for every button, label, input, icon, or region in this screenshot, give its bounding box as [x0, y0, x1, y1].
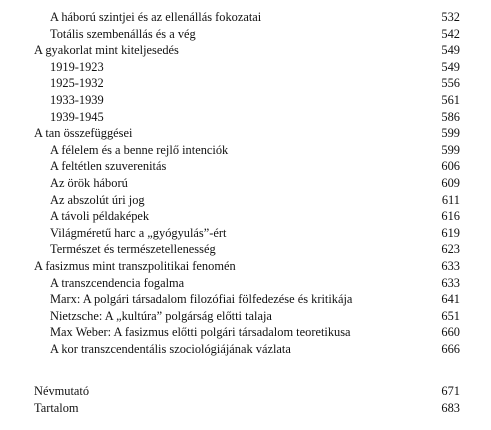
toc-section-entry: [0, 175, 491, 192]
toc-entry-title: A transzcendencia fogalma: [50, 275, 185, 290]
toc-spacer: [0, 357, 491, 383]
toc-entry-title: Tartalom: [34, 401, 79, 416]
toc-entry-page-number: 666: [441, 341, 460, 356]
toc-entry-page-number: 542: [441, 26, 460, 41]
toc-entry-page-number: 671: [441, 384, 460, 399]
toc-entry-page-number: 532: [441, 10, 460, 24]
toc-entry-page-number: 549: [441, 59, 460, 74]
toc-entry-page-number: 651: [441, 308, 460, 323]
toc-section-entry: [0, 341, 491, 358]
table-of-contents: [0, 9, 491, 417]
toc-section-entry: [0, 92, 491, 109]
toc-entry-page-number: 599: [441, 142, 460, 157]
toc-entry-title: A feltétlen szuverenitás: [50, 159, 167, 174]
toc-chapter-entry: [0, 42, 491, 59]
toc-entry-page-number: 619: [441, 225, 460, 240]
toc-entry-title: Az örök háború: [50, 175, 128, 190]
toc-entry-page-number: 683: [441, 401, 460, 416]
toc-entry-title: Max Weber: A fasizmus előtti polgári társadalom teoretikusa: [50, 325, 351, 340]
toc-entry-title: 1939-1945: [50, 109, 104, 124]
toc-entry-page-number: 616: [441, 209, 460, 224]
toc-entry-title: A távoli példaképek: [50, 209, 150, 224]
toc-section-entry: [0, 308, 491, 325]
toc-chapter-entry: [0, 400, 491, 417]
toc-chapter-entry: [0, 125, 491, 142]
toc-entry-page-number: 633: [441, 258, 460, 273]
toc-section-main: [0, 9, 491, 357]
toc-entry-page-number: 609: [441, 175, 460, 190]
toc-section-entry: [0, 241, 491, 258]
toc-entry-page-number: 586: [441, 109, 460, 124]
toc-entry-title: Világméretű harc a „gyógyulás”-ért: [50, 225, 227, 240]
toc-entry-page-number: 599: [441, 126, 460, 141]
toc-entry-title: A fasizmus mint transzpolitikai fenomén: [34, 258, 236, 273]
toc-entry-title: Az abszolút úri jog: [50, 192, 145, 207]
toc-entry-title: A tan összefüggései: [34, 126, 133, 141]
toc-entry-page-number: 556: [441, 76, 460, 91]
toc-entry-title: Marx: A polgári társadalom filozófiai fölfedezése és kritikája: [50, 292, 353, 307]
toc-entry-title: Névmutató: [34, 384, 90, 399]
toc-section-entry: [0, 324, 491, 341]
toc-chapter-entry: [0, 258, 491, 275]
toc-entry-title: Nietzsche: A „kultúra” polgárság előtti talaja: [50, 308, 272, 323]
toc-entry-title: A félelem és a benne rejlő intenciók: [50, 142, 229, 157]
toc-entry-title: 1925-1932: [50, 76, 104, 91]
toc-entry-page-number: 641: [441, 292, 460, 307]
toc-entry-title: Totális szembenállás és a vég: [50, 26, 196, 41]
toc-entry-page-number: 606: [441, 159, 460, 174]
toc-entry-page-number: 633: [441, 275, 460, 290]
toc-entry-page-number: 611: [441, 192, 460, 207]
toc-section-entry: [0, 26, 491, 43]
toc-section-entry: [0, 59, 491, 76]
toc-chapter-entry: [0, 383, 491, 400]
toc-entry-title: A háború szintjei és az ellenállás fokozatai: [50, 10, 262, 24]
toc-section-entry: [0, 75, 491, 92]
toc-entry-title: Természet és természetellenesség: [50, 242, 216, 257]
toc-section-entry: [0, 9, 491, 26]
toc-section-index: [0, 383, 491, 416]
toc-section-entry: [0, 158, 491, 175]
toc-entry-title: 1933-1939: [50, 92, 104, 107]
toc-entry-title: A gyakorlat mint kiteljesedés: [34, 43, 179, 58]
toc-entry-page-number: 561: [441, 92, 460, 107]
toc-section-entry: [0, 142, 491, 159]
toc-section-entry: [0, 192, 491, 209]
toc-entry-title: A kor transzcendentális szociológiájának vázlata: [50, 341, 291, 356]
toc-section-entry: [0, 109, 491, 126]
toc-section-entry: [0, 208, 491, 225]
toc-entry-page-number: 660: [441, 325, 460, 340]
toc-section-entry: [0, 225, 491, 242]
toc-entry-page-number: 623: [441, 242, 460, 257]
toc-section-entry: [0, 291, 491, 308]
toc-entry-title: 1919-1923: [50, 59, 104, 74]
toc-section-entry: [0, 275, 491, 292]
toc-entry-page-number: 549: [441, 43, 460, 58]
